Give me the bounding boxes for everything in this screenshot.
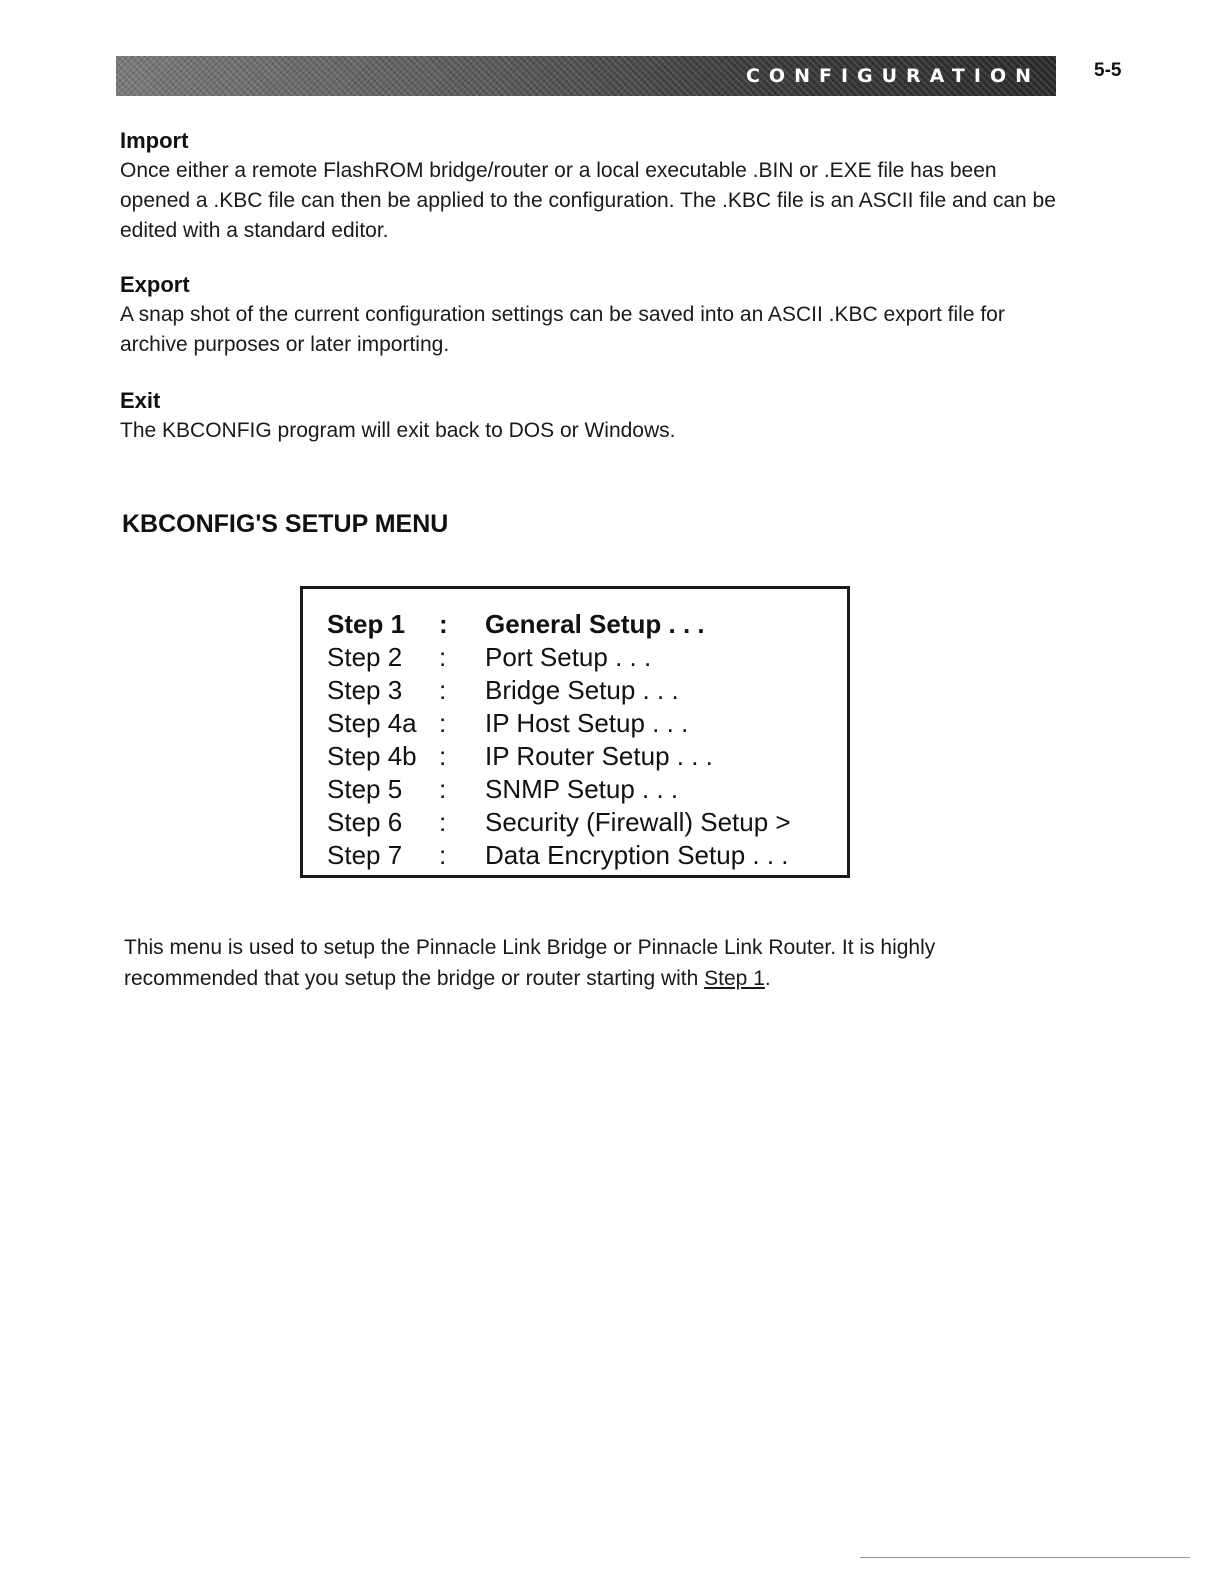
menu-step-label: Step 7 <box>327 840 403 870</box>
menu-step-label: Step 4a <box>327 708 417 738</box>
menu-item-step-5[interactable] <box>327 774 847 807</box>
menu-item-step-2[interactable] <box>327 642 847 675</box>
section-heading-exit: Exit <box>120 388 161 413</box>
menu-separator: : <box>439 642 447 672</box>
section-heading-export: Export <box>120 272 190 297</box>
section-exit <box>120 388 1060 446</box>
page-number: 5-5 <box>1094 60 1122 81</box>
menu-separator: : <box>439 675 447 705</box>
menu-step-label: Step 1 <box>327 609 406 639</box>
menu-step-label: Step 4b <box>327 741 417 771</box>
menu-separator: : <box>439 609 448 639</box>
footer-paragraph <box>124 932 1074 994</box>
menu-step-label: Step 5 <box>327 774 403 804</box>
menu-item-label: SNMP Setup . . . <box>485 774 679 804</box>
menu-separator: : <box>439 807 447 837</box>
menu-step-label: Step 2 <box>327 642 403 672</box>
menu-item-step-3[interactable] <box>327 675 847 708</box>
menu-separator: : <box>439 708 447 738</box>
menu-item-label: IP Host Setup . . . <box>485 708 689 738</box>
setup-menu-heading: KBCONFIG'S SETUP MENU <box>122 510 449 538</box>
section-export <box>120 272 1060 360</box>
section-body-export: A snap shot of the current configuration settings can be saved into an ASCII .KBC export file for archive purposes or later importing. <box>120 303 1005 356</box>
section-import <box>120 128 1060 246</box>
menu-item-step-4a[interactable] <box>327 708 847 741</box>
menu-item-label: Security (Firewall) Setup > <box>485 807 791 837</box>
bottom-rule <box>860 1557 1190 1558</box>
menu-item-label: Bridge Setup . . . <box>485 675 679 705</box>
menu-item-step-4b[interactable] <box>327 741 847 774</box>
menu-separator: : <box>439 840 447 870</box>
section-body-exit: The KBCONFIG program will exit back to DOS or Windows. <box>120 419 676 442</box>
header-title: CONFIGURATION <box>745 65 1040 87</box>
menu-step-label: Step 3 <box>327 675 403 705</box>
menu-step-label: Step 6 <box>327 807 403 837</box>
section-body-import: Once either a remote FlashROM bridge/router or a local executable .BIN or .EXE file has been opened a .KBC file can then be applied to the configuration. The .KBC file is an ASCII file and can be edited with a standard editor. <box>120 159 1056 242</box>
menu-separator: : <box>439 774 447 804</box>
menu-item-step-7[interactable] <box>327 840 847 873</box>
menu-item-label: Data Encryption Setup . . . <box>485 840 789 870</box>
step-1-link[interactable]: Step 1 <box>704 967 765 990</box>
menu-item-label: IP Router Setup . . . <box>485 741 713 771</box>
section-heading-import: Import <box>120 128 189 153</box>
menu-item-label: Port Setup . . . <box>485 642 652 672</box>
setup-menu-box <box>300 586 850 878</box>
menu-item-step-1[interactable] <box>327 609 847 642</box>
menu-item-step-6[interactable] <box>327 807 847 840</box>
menu-separator: : <box>439 741 447 771</box>
footer-text-after: . <box>764 967 771 990</box>
header-bar <box>116 56 1056 96</box>
menu-item-label: General Setup . . . <box>485 609 705 639</box>
footer-text-before: This menu is used to setup the Pinnacle Link Bridge or Pinnacle Link Router. It is highly recommended that you setup the bridge or router starting with <box>124 936 936 990</box>
